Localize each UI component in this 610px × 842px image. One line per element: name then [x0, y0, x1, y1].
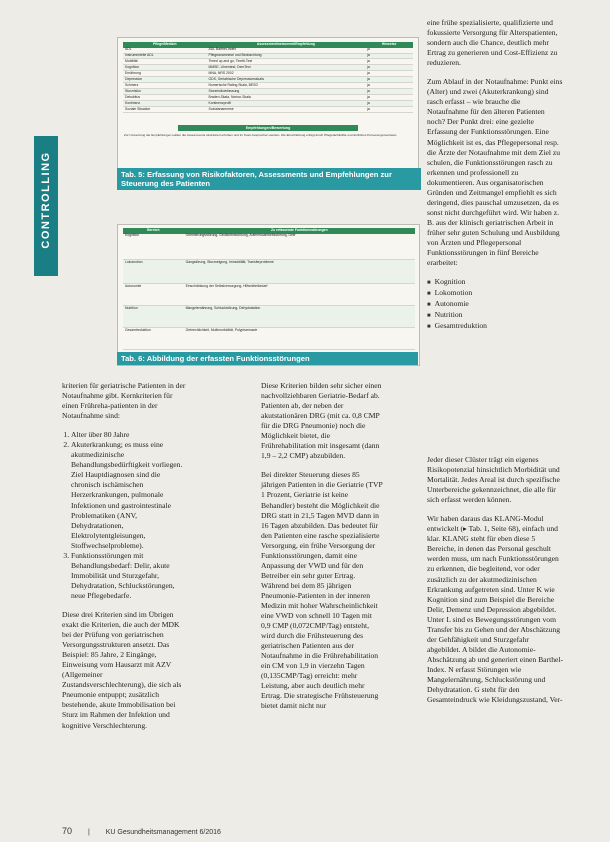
table-cell: ja — [365, 71, 413, 77]
table-header: Assessmentinstrument/Empfehlung — [207, 42, 366, 48]
table-cell: ja — [365, 89, 413, 95]
table-cell: Kontinenz — [123, 101, 207, 107]
table-row — [123, 328, 415, 350]
table-cell: ja — [365, 77, 413, 83]
list-item: ■ Nutrition — [427, 310, 563, 321]
table-5-caption: Tab. 5: Erfassung von Risikofaktoren, Assessments und Empfehlungen zur Steuerung des Patienten — [117, 168, 421, 190]
article-column-2 — [261, 381, 383, 721]
table-cell: Nutrition — [123, 306, 184, 328]
section-label: CONTROLLING — [40, 151, 52, 249]
table-cell: ja — [365, 59, 413, 65]
paragraph: Zum Ablauf in der Notaufnahme: Punkt eins (Alter) und zwei (Akuterkrankung) sind rasch erfasst – wie brauche die Notaufnahme für den älteren Patienten noch? Der Punkt drei: eine gezielte Erfassung der Funktionsstörungen. Eine Möglichkeit ist es, das Pflegepersonal resp. die Ärzte der Notaufnahme mit dem Ziel zu schulen, die Funktionsstörungen rasch zu erkennen und professionell zu dokumentieren. Aus organisatorischen Gründen und Zeitmangel empfiehlt es sich deringend, dies pauschal umzusetzen, da es sonst nicht durchgeführt wird. Wir haben z. B. aus der klinisch geriatrischen Arbeit in früher sehr guten Schulung und Ausbildung von Ärzten und Pflegepersonal Funktionsstörungen in fünf Bereiche erarbeitet: — [427, 77, 563, 268]
article-column-4 — [427, 455, 563, 714]
paragraph: Bei direkter Steuerung dieses 85 jährigen Patienten in die Geriatrie (TVP 1 Prozent, Geriatrie ist keine Behandler) besteht die Möglichkeit die DRG statt in 21,5 Tagen MVD dann in 16 Tagen abzubilden. Das bedeutet für den Patienten eine rasche spezialisierte Versorgung, ein frühe Versorgung der Funktionsstörungen, damit eine Anpassung der VWD und für den Betreiber ein sehr guter Ertrag. Während bei dem 85 jährigen Pneumonie-Patienten in der inneren Medizin mit hoher Wahrscheinlichkeit eine VWD von schnell 10 Tagen mit 0,9 CMP (0,072CMP/Tag) entsteht, wird durch die Frühsteuerung des geriatrischen Patienten aus der Notaufnahme in die Frührehabilitation ein CM von 1,9 in vierzehn Tagen (0,135CMP/Tag) erreicht: mehr Leistung, aber auch deutlich mehr Ertrag. Die strategische Frühsteuerung bietet damit nicht nur — [261, 470, 383, 711]
table-cell: Instrumentelle ADL — [123, 53, 207, 59]
list-item: 2. Akuterkrankung; es muss eine akutmedizinische Behandlungsbedürftigkeit vorliegen. Ziel Hauptdiagnosen sind die chronisch ischämischen Herzerkrankungen, pulmonale Infektionen und gastrointestinale Problematiken (ANV, Dehydratationen, Elektrolytentgleisungen, Stoffwechselprobleme). — [71, 440, 188, 551]
list-item: ■ Gesamtreduktion — [427, 321, 563, 332]
table-cell: ja — [365, 101, 413, 107]
table-cell: ja — [365, 48, 413, 53]
table-header: Bereich — [123, 228, 184, 234]
list-item: 1. Alter über 80 Jahre — [71, 430, 188, 440]
table-cell: Ernährung — [123, 71, 207, 77]
paragraph: kriterien für geriatrische Patienten in der Notaufnahme gibt. Kernkriterien für einen Frühreha-patienten in der Notaufnahme sind: — [62, 381, 186, 421]
table-cell: Numerische Rating Skala, BESD — [207, 83, 366, 89]
paragraph: Jeder dieser Clüster trägt ein eigenes Risikopotenzial hinsichtlich Morbidität und Mortalität. Jedes Areal ist durch spezifische Unterbereiche gekennzeichnet, die alle für sich erfasst werden können. — [427, 455, 560, 505]
table-row — [123, 106, 413, 112]
table-cell: Sturzrisiko — [123, 89, 207, 95]
page-footer — [62, 826, 221, 836]
list-item: ■ Lokomotion — [427, 288, 563, 299]
table-cell: Sozialanamnese — [207, 106, 366, 112]
table-cell: Pflegeanamnese und Beobachtung — [207, 53, 366, 59]
table-cell: GDS, Geriatrische Depressionsskala — [207, 77, 366, 83]
footer-separator: | — [87, 829, 90, 836]
table-cell: Dekubitus — [123, 95, 207, 101]
table-header: Pflege/Medizin — [123, 42, 207, 48]
page-number: 70 — [62, 826, 73, 836]
list-item: 3. Funktionsstörungen mit Behandlungsbedarf: Delir, akute Immobilität und Sturzgefahr, Dehydratation, Schluckstörungen, neue Pflegebedarfe. — [71, 551, 188, 601]
table-cell: Lokomotion — [123, 260, 184, 284]
paragraph: Diese Kriterien bilden sehr sicher einen nachvollziehbaren Geriatrie-Bedarf ab. Patienten ab, der neben der akutstationären DRG (mit ca. 0,8 CMP für die DRG Pneumonie) noch die Möglichkeit bietet, die Frührehabilitation mit insgesamt (dann 1,9 – 2,2 CMP) abzubilden. — [261, 381, 382, 461]
klang-list — [427, 277, 563, 332]
table-6-caption: Tab. 6: Abbildung der erfassten Funktionsstörungen — [117, 352, 418, 365]
table-cell: Gangstörung, Sturzneigung, Immobilität, Transferprobleme — [184, 260, 415, 284]
table-cell: Depression — [123, 77, 207, 83]
table-cell: Kognition — [123, 234, 184, 260]
paragraph: Wir haben daraus das KLANG-Modul entwickelt (▸ Tab. 1, Seite 68), einfach und klar. KLANG steht für eben diese 5 Bereiche, in denen das Personal geschult werden muss, um nach Funktionsstörungen zu erkennen, die begleitend, vor oder zusätzlich zu der akutmedizinischen Erkrankung aufgetreten sind. Unter K wie Kognition sind zum Beispiel die Bereiche Delir, Demenz und Depression abgebildet. Unter L sind es Bewegungsstörungen vom Transfer bis zu Gehen und der Abschätzung der Gehfähigkeit und Sturzgefahr abgebildet. A bildet die Autonomie-Abschätzung ab und generiert einen Barthel-Index. N erfasst Störungen wie Mangelernährung, Schluckstörung und Dehydratation. G steht für den Gesamteindruck wie Kleidungszustand, Ver- — [427, 514, 564, 705]
table-cell: Kognition — [123, 65, 207, 71]
table-cell: Gesamtreduktion — [123, 328, 184, 350]
table-row — [123, 306, 415, 328]
table-cell: ja — [365, 53, 413, 59]
table-cell: MNA, NRS 2002 — [207, 71, 366, 77]
table-header: Zu erfassende Funktionsstörungen — [184, 228, 415, 234]
paragraph: eine frühe spezialisierte, qualifizierte und fokussierte Versorgung für Alterspatienten, sondern auch die Chance, deutlich mehr Ertrag zu generieren und Cost-Effizienz zu reduzieren. — [427, 18, 558, 68]
paragraph: Diese drei Kriterien sind im Übrigen exakt die Kriterien, die auch der MDK bei der Prüfung von geriatrischen Versorgungsstrukturen ansetzt. Das Beispiel: 85 Jahre, 2 Eingänge, Einweisung vom Hausarzt mit AZV (Allgemeiner Zustandsverschlechterung), die sich als Pneumonie entpuppt; zusätzlich bestehende, akute Immobilisation bei Sturz im Rahmen der Infektion und kognitive Verschlechterung. — [62, 609, 182, 730]
table-5-figure — [117, 37, 419, 169]
article-column-3 — [427, 18, 563, 341]
table-cell: Schmerz — [123, 83, 207, 89]
table-cell: Sturzrisikoerfassung — [207, 89, 366, 95]
table-cell: Orientierungsstörung, Gedächtnisstörung, Aufmerksamkeitsstörung, Delir — [184, 234, 415, 260]
table-cell: Timed up and go, Tinetti-Test — [207, 59, 366, 65]
article-column-1 — [62, 381, 188, 740]
table-cell: ja — [365, 95, 413, 101]
assessment-table — [123, 42, 413, 113]
table-cell: MMSE, Uhrentest, DemTect — [207, 65, 366, 71]
list-item: ■ Autonomie — [427, 299, 563, 310]
table-cell: Braden-Skala, Norton-Skala — [207, 95, 366, 101]
journal-name: KU Gesundheitsmanagement 6/2016 — [105, 829, 221, 836]
table-row — [123, 284, 415, 306]
table-subheading: Empfehlungen/Bewertung — [178, 125, 358, 131]
list-item: ■ Kognition — [427, 277, 563, 288]
table-cell: ja — [365, 106, 413, 112]
table-cell: ADL Barthel-Index — [207, 48, 366, 53]
table-cell: ja — [365, 65, 413, 71]
table-6-figure — [117, 224, 420, 366]
table-cell: ja — [365, 83, 413, 89]
table-header: Hinweise — [365, 42, 413, 48]
table-cell: Autonomie — [123, 284, 184, 306]
table-cell: Kontinenzprofil — [207, 101, 366, 107]
table-cell: Gebrechlichkeit, Multimorbidität, Polypharmazie — [184, 328, 415, 350]
table-cell: Einschränkung der Selbstversorgung, Hilfsmittelbedarf — [184, 284, 415, 306]
table-row — [123, 234, 415, 260]
criteria-list — [62, 430, 188, 601]
table-cell: Soziale Situation — [123, 106, 207, 112]
section-sidebar-tab — [34, 136, 58, 276]
table-cell: Mangelernährung, Schluckstörung, Dehydratation — [184, 306, 415, 328]
table-cell: ADL — [123, 48, 207, 53]
function-disorders-table — [123, 228, 415, 350]
table-cell: Mobilität — [123, 59, 207, 65]
table-note: Zur Umsetzung der Empfehlungen sollten die Assessments strukturiert erhoben und im Team besprochen werden. Die Einschätzung erfolgt durch Pflegefachkräfte und ärztliches Personal gemeinsam. — [124, 133, 398, 137]
table-row — [123, 260, 415, 284]
